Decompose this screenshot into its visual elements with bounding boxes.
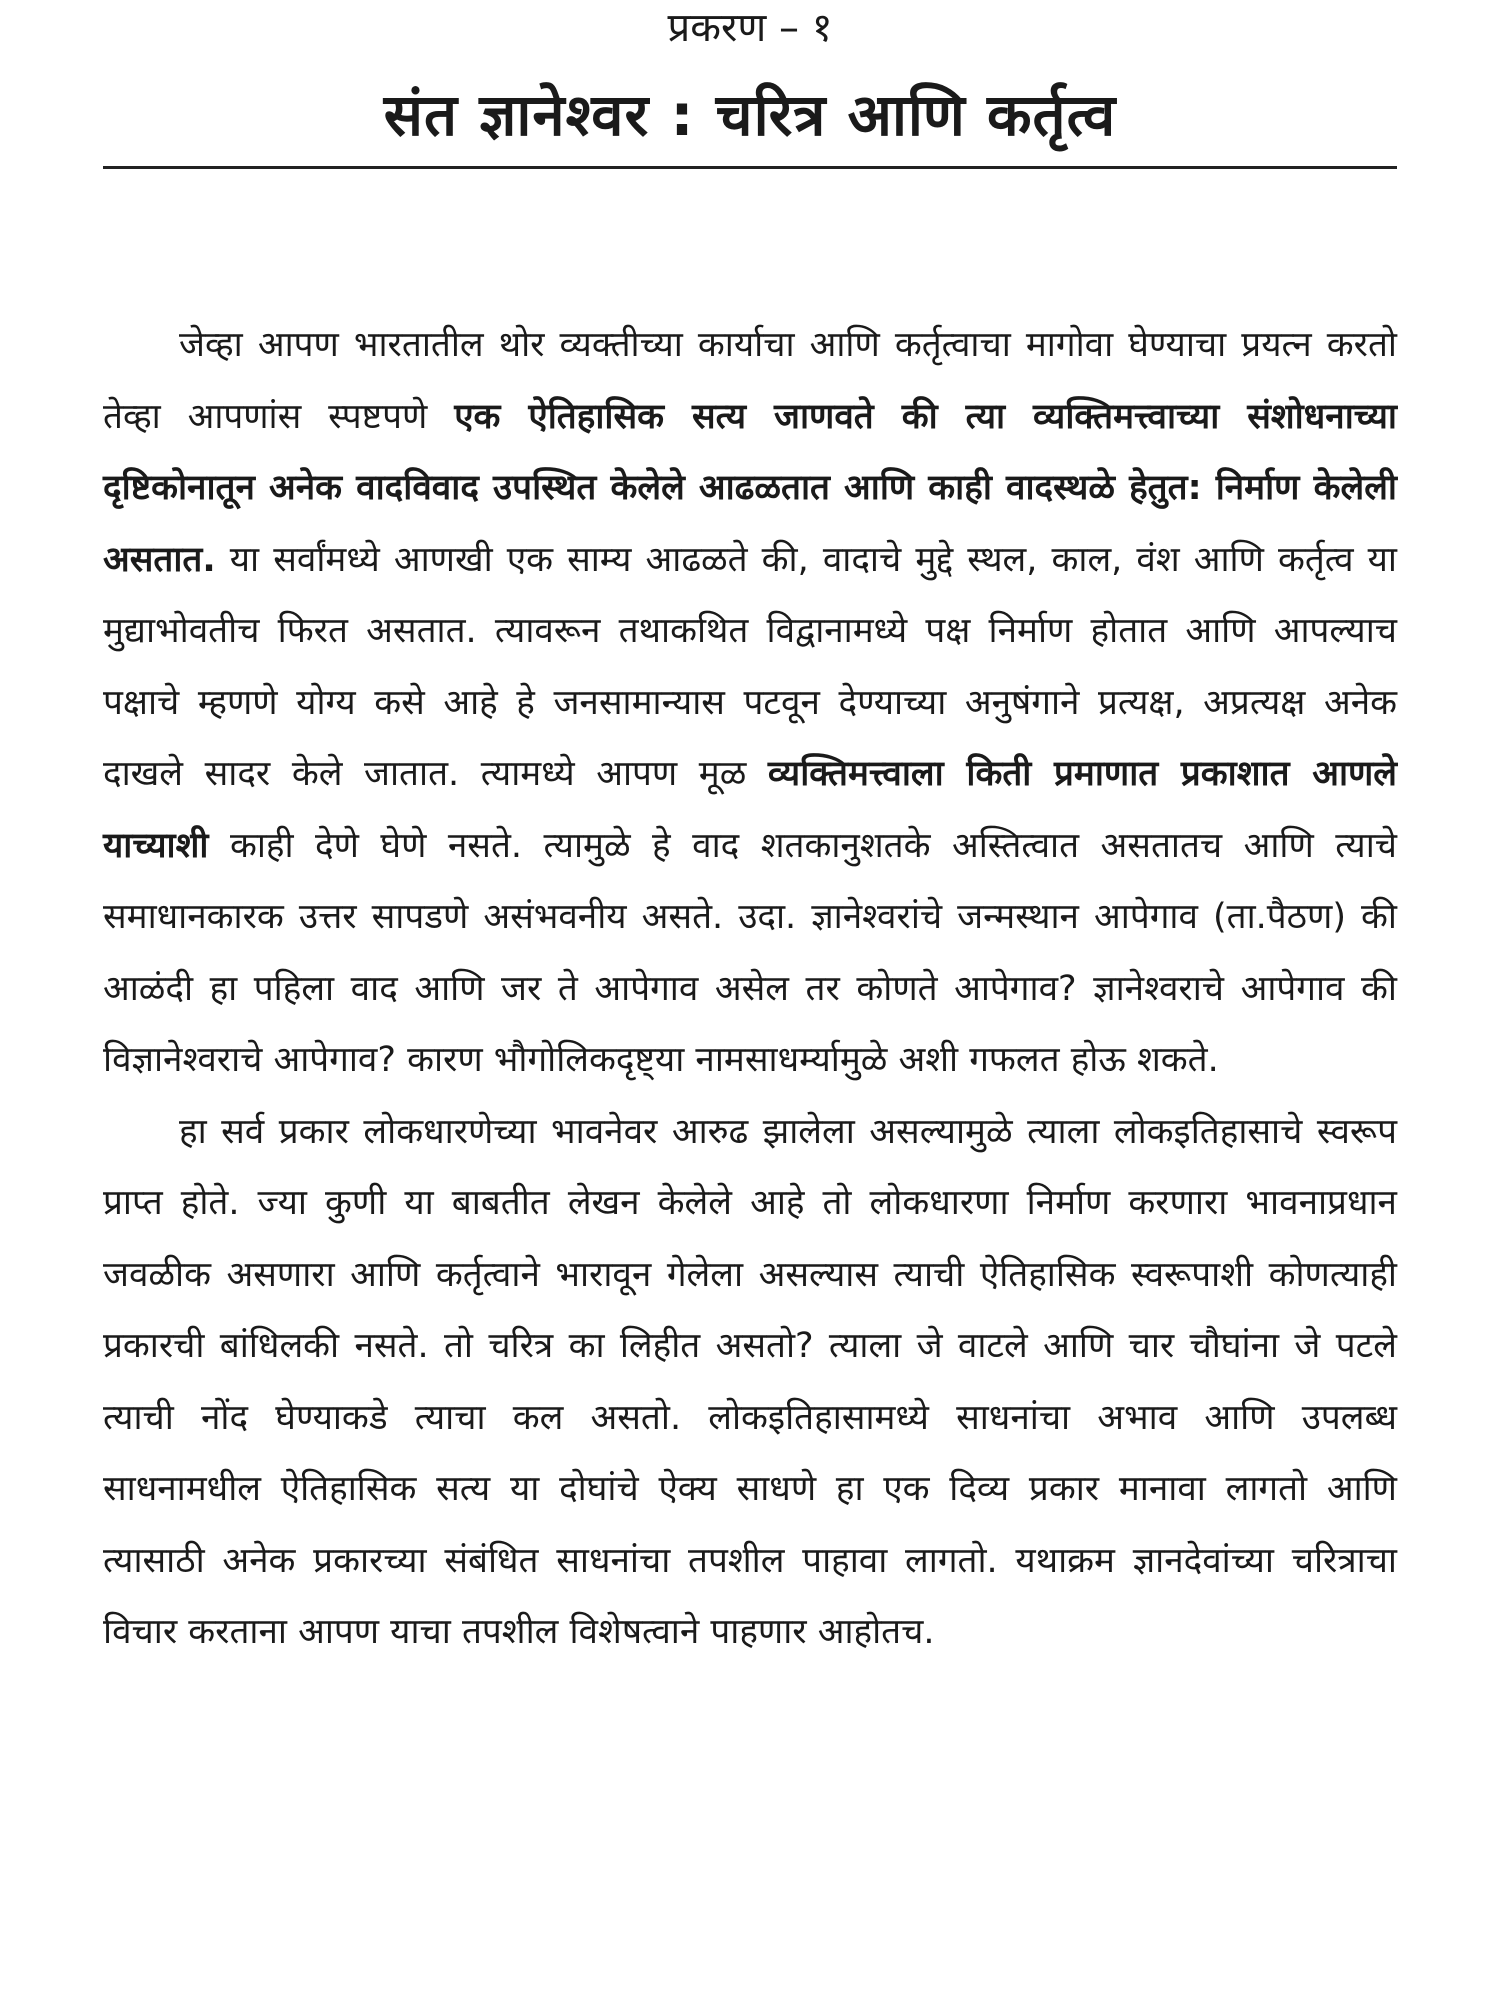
chapter-title: संत ज्ञानेश्वर : चरित्र आणि कर्तृत्व [383,81,1117,149]
paragraph-1-text-b: या सर्वांमध्ये आणखी एक साम्य आढळते की, वादाचे मुद्दे स्थल, काल, वंश आणि कर्तृत्व या मुद्याभोवतीच फिरत असतात. त्यावरून तथाकथित विद्वानामध्ये पक्ष निर्माण होतात आणि आपल्याच पक्षाचे म्हणणे योग्य कसे आहे हे जनसामान्यास पटवून देण्याच्या अनुषंगाने प्रत्यक्ष, अप्रत्यक्ष अनेक दाखले सादर केले जातात. त्यामध्ये आपण मूळ [103,539,1397,794]
chapter-label: प्रकरण – १ [667,5,833,51]
paragraph-1 [103,310,1397,1097]
paragraph-1-text-c: काही देणे घेणे नसते. त्यामुळे हे वाद शतकानुशतके अस्तित्वात असतातच आणि त्याचे समाधानकारक उत्तर सापडणे असंभवनीय असते. उदा. ज्ञानेश्वरांचे जन्मस्थान आपेगाव (ता.पैठण) की आळंदी हा पहिला वाद आणि जर ते आपेगाव असेल तर कोणते आपेगाव? ज्ञानेश्वराचे आपेगाव की विज्ञानेश्वराचे आपेगाव? कारण भौगोलिकदृष्ट्या नामसाधर्म्यामुळे अशी गफलत होऊ शकते. [103,825,1397,1080]
paragraph-1-bold-a: एक ऐतिहासिक सत्य जाणवते की त्या व्यक्तिमत्त्वाच्या संशोधनाच्या दृष्टिकोनातून अनेक वादविवाद उपस्थित केलेले आढळतात आणि काही वादस्थळे हेतुत: निर्माण केलेली असतात. [103,396,1397,580]
body-text [103,310,1397,1669]
title-divider [103,166,1397,169]
paragraph-1-bold-b: व्यक्तिमत्त्वाला किती प्रमाणात प्रकाशात आणले याच्याशी [103,754,1398,866]
paragraph-2: हा सर्व प्रकार लोकधारणेच्या भावनेवर आरुढ झालेला असल्यामुळे त्याला लोकइतिहासाचे स्वरूप प्राप्त होते. ज्या कुणी या बाबतीत लेखन केलेले आहे तो लोकधारणा निर्माण करणारा भावनाप्रधान जवळीक असणारा आणि कर्तृत्वाने भारावून गेलेला असल्यास त्याची ऐतिहासिक स्वरूपाशी कोणत्याही प्रकारची बांधिलकी नसते. तो चरित्र का लिहीत असतो? त्याला जे वाटले आणि चार चौघांना जे पटले त्याची नोंद घेण्याकडे त्याचा कल असतो. लोकइतिहासामध्ये साधनांचा अभाव आणि उपलब्ध साधनामधील ऐतिहासिक सत्य या दोघांचे ऐक्य साधणे हा एक दिव्य प्रकार मानावा लागतो आणि त्यासाठी अनेक प्रकारच्या संबंधित साधनांचा तपशील पाहावा लागतो. यथाक्रम ज्ञानदेवांच्या चरित्राचा विचार करताना आपण याचा तपशील विशेषत्वाने पाहणार आहोतच. [103,1111,1397,1652]
paragraph-1-text-a: जेव्हा आपण भारतातील थोर व्यक्तीच्या कार्याचा आणि कर्तृत्वाचा मागोवा घेण्याचा प्रयत्न करतो तेव्हा आपणांस स्पष्टपणे [103,325,1397,437]
